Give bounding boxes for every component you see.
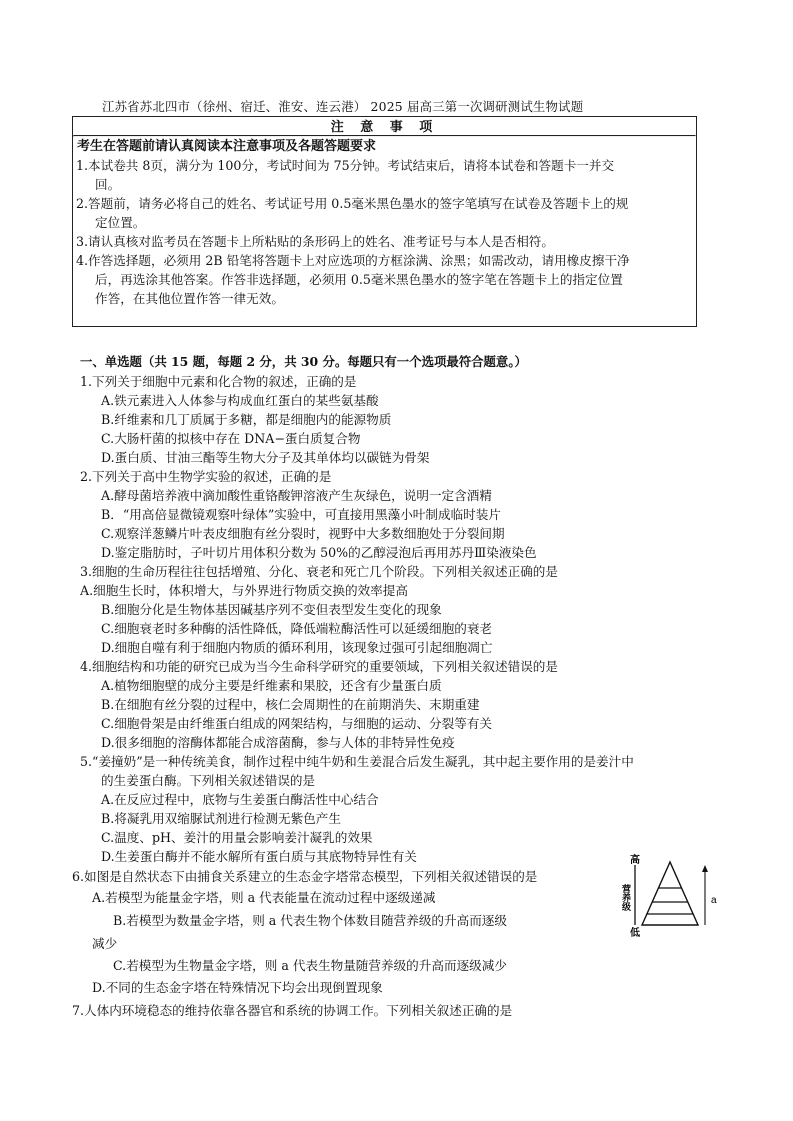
question-1-option-b: B.纤维素和几丁质属于多糖，都是细胞内的能源物质 [101, 412, 392, 427]
notice-item-2-line2: 定位置。 [95, 215, 146, 230]
question-6-option-a: A.若模型为能量金字塔，则 a 代表能量在流动过程中逐级递减 [92, 890, 436, 905]
section-heading: 一、单选题（共 15 题，每题 2 分，共 30 分。每题只有一个选项最符合题意。） [80, 354, 527, 369]
question-5-option-b: B.将凝乳用双缩脲试剂进行检测无紫色产生 [101, 811, 341, 826]
question-3-option-b: B.细胞分化是生物体基因碱基序列不变但表型发生变化的现象 [101, 602, 442, 617]
figure-arrow-head [702, 865, 708, 872]
figure-arrow-label: a [711, 895, 717, 906]
notice-item-3 [73, 232, 696, 251]
question-5-stem-line1: 5.“姜撞奶”是一种传统美食，制作过程中纯牛奶和生姜混合后发生凝乳，其中起主要作用的是姜汁中 [80, 754, 634, 769]
question-2-option-d: D.鉴定脂肪时，子叶切片用体积分数为 50%的乙醇浸泡后再用苏丹Ⅲ染液染色 [101, 545, 537, 560]
question-5-option-c: C.温度、pH、姜汁的用量会影响姜汁凝乳的效果 [101, 830, 373, 845]
question-5-stem-line2: 的生姜蛋白酶。下列相关叙述错误的是 [101, 773, 316, 788]
ecological-pyramid-figure [612, 850, 722, 940]
question-5-option-a: A.在反应过程中，底物与生姜蛋白酶活性中心结合 [101, 792, 379, 807]
notice-item-4-line1: 4.作答选择题，必须用 2B 铅笔将答题卡上对应选项的方框涂满、涂黑；如需改动，请用橡皮擦干净 [76, 253, 630, 268]
question-7-stem: 7.人体内环境稳态的维持依靠各器官和系统的协调工作。下列相关叙述正确的是 [72, 1003, 513, 1018]
question-3-option-c: C.细胞衰老时多种酶的活性降低，降低端粒酶活性可以延缓细胞的衰老 [101, 621, 493, 636]
question-3-option-a: A.细胞生长时，体积增大，与外界进行物质交换的效率提高 [80, 583, 408, 598]
notice-item-1-line1: 1.本试卷共 8页，满分为 100分，考试时间为 75分钟。考试结束后，请将本试卷和答题卡一并交 [76, 158, 615, 173]
notice-subtitle: 考生在答题前请认真阅读本注意事项及各题答题要求 [77, 139, 377, 154]
notice-item-2 [73, 194, 696, 232]
question-6-option-b-line2: 减少 [92, 936, 118, 951]
notice-item-3-line1: 3.请认真核对监考员在答题卡上所粘贴的条形码上的姓名、准考证号与本人是否相符。 [76, 234, 554, 249]
question-4-option-d: D.很多细胞的溶酶体都能合成溶菌酶，参与人体的非特异性免疫 [101, 735, 455, 750]
figure-top-label: 高 [630, 855, 640, 866]
notice-title: 注 意 事 项 [330, 120, 439, 135]
question-6-option-d: D.不同的生态金字塔在特殊情况下均会出现倒置现象 [92, 980, 383, 995]
notice-box [72, 116, 697, 327]
question-2-option-b: B．“用高倍显微镜观察叶绿体”实验中，可直接用黑藻小叶制成临时装片 [101, 507, 501, 522]
question-6-option-c: C.若模型为生物量金字塔，则 a 代表生物量随营养级的升高而逐级减少 [113, 958, 507, 973]
question-4-option-b: B.在细胞有丝分裂的过程中，核仁会周期性的在前期消失、末期重建 [101, 697, 480, 712]
notice-item-1 [73, 156, 696, 194]
question-5-option-d: D.生姜蛋白酶并不能水解所有蛋白质与其底物特异性有关 [101, 849, 417, 864]
pyramid-outline [642, 862, 698, 925]
question-2-stem: 2.下列关于高中生物学实验的叙述，正确的是 [80, 469, 332, 484]
notice-divider [73, 135, 696, 137]
question-3-stem: 3.细胞的生命历程往往包括增殖、分化、衰老和死亡几个阶段。下列相关叙述正确的是 [80, 564, 558, 579]
question-6-option-b-line1: B.若模型为数量金字塔，则 a 代表生物个体数目随营养级的升高而逐级 [113, 913, 507, 928]
figure-side-label: 营养级 [621, 884, 631, 911]
question-1-option-c: C.大肠杆菌的拟核中存在 DNA−蛋白质复合物 [101, 431, 361, 446]
notice-item-4 [73, 251, 696, 308]
question-1-stem: 1.下列关于细胞中元素和化合物的叙述，正确的是 [80, 374, 357, 389]
notice-item-2-line1: 2.答题前，请务必将自己的姓名、考试证号用 0.5毫米黑色墨水的签字笔填写在试卷及答题卡上的规 [76, 196, 629, 211]
question-6-stem: 6.如图是自然状态下由捕食关系建立的生态金字塔常态模型，下列相关叙述错误的是 [72, 869, 538, 884]
question-1-option-a: A.铁元素进入人体参与构成血红蛋白的某些氨基酸 [101, 393, 379, 408]
question-3-option-d: D.细胞自噬有利于细胞内物质的循环利用，该现象过强可引起细胞凋亡 [101, 640, 493, 655]
notice-item-1-line2: 回。 [95, 177, 121, 192]
question-2-option-a: A.酵母菌培养液中滴加酸性重铬酸钾溶液产生灰绿色，说明一定含酒精 [101, 488, 492, 503]
question-4-option-a: A.植物细胞壁的成分主要是纤维素和果胶，还含有少量蛋白质 [101, 678, 442, 693]
question-4-stem: 4.细胞结构和功能的研究已成为当今生命科学研究的重要领域，下列相关叙述错误的是 [80, 659, 558, 674]
question-2-option-c: C.观察洋葱鳞片叶表皮细胞有丝分裂时，视野中大多数细胞处于分裂间期 [101, 526, 505, 541]
question-1-option-d: D.蛋白质、甘油三酯等生物大分子及其单体均以碳链为骨架 [101, 450, 430, 465]
figure-bottom-label: 低 [630, 928, 640, 939]
notice-item-4-line3: 作答，在其他位置作答一律无效。 [95, 291, 284, 306]
exam-title: 江苏省苏北四市（徐州、宿迁、淮安、连云港） 2025 届高三第一次调研测试生物试题 [102, 99, 584, 114]
notice-item-4-line2: 后，再选涂其他答案。作答非选择题，必须用 0.5毫米黑色墨水的签字笔在答题卡上的指定位置 [95, 272, 623, 287]
question-4-option-c: C.细胞骨架是由纤维蛋白组成的网架结构，与细胞的运动、分裂等有关 [101, 716, 493, 731]
